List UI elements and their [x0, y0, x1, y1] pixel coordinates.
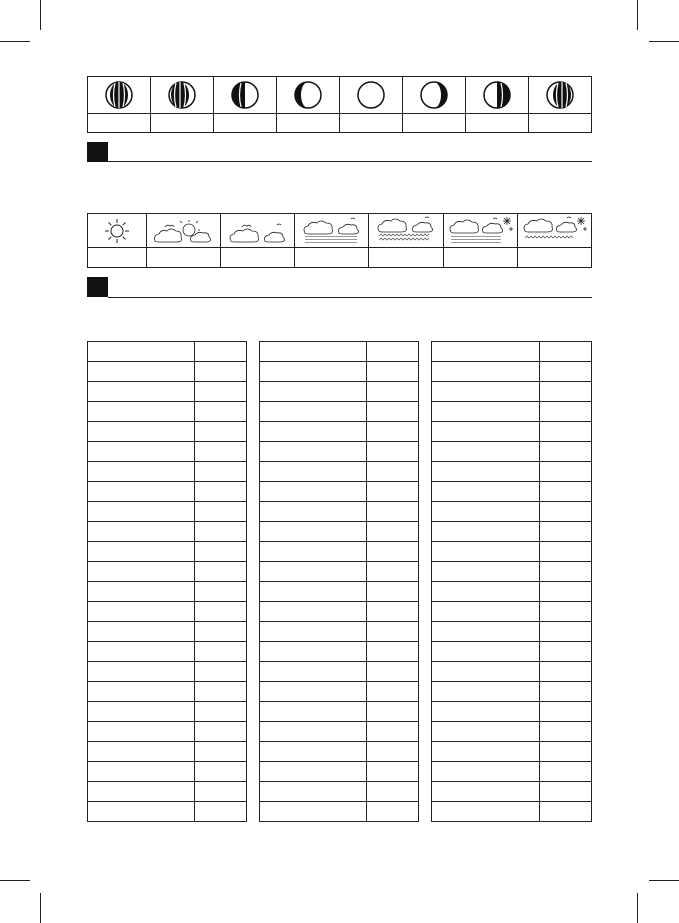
moon-label	[466, 114, 529, 133]
table-row	[260, 522, 419, 542]
city-code-cell	[367, 362, 419, 382]
weather-label	[147, 248, 221, 268]
table-row	[88, 542, 247, 562]
cloudy-rain-icon	[299, 216, 365, 246]
table-row	[432, 642, 592, 662]
table-row	[432, 502, 592, 522]
city-code-cell	[540, 462, 592, 482]
city-code-cell	[367, 482, 419, 502]
city-name-cell	[88, 542, 195, 562]
table-row	[260, 702, 419, 722]
moon-cell	[214, 77, 277, 114]
section-marker	[87, 142, 108, 162]
table-row	[432, 702, 592, 722]
city-code-cell	[367, 602, 419, 622]
table-row	[260, 562, 419, 582]
table-row	[260, 402, 419, 422]
table-row	[432, 602, 592, 622]
city-code-cell	[195, 402, 247, 422]
city-code-cell	[540, 622, 592, 642]
city-name-cell	[260, 642, 367, 662]
city-code-cell	[195, 702, 247, 722]
city-name-cell	[432, 402, 540, 422]
waning-crescent-icon	[545, 80, 575, 110]
city-name-cell	[432, 502, 540, 522]
city-name-cell	[432, 342, 540, 362]
weather-label	[369, 248, 443, 268]
city-name-cell	[432, 662, 540, 682]
city-name-cell	[260, 662, 367, 682]
city-code-cell	[367, 342, 419, 362]
city-code-cell	[540, 782, 592, 802]
table-row	[260, 422, 419, 442]
table-row	[88, 402, 247, 422]
table-row	[432, 622, 592, 642]
city-code-cell	[540, 722, 592, 742]
city-code-cell	[540, 802, 592, 822]
city-name-cell	[88, 642, 195, 662]
city-code-cell	[195, 482, 247, 502]
cloudy-snow-icon	[447, 216, 513, 246]
city-name-cell	[88, 462, 195, 482]
moon-cell	[340, 77, 403, 114]
city-code-cell	[540, 702, 592, 722]
city-name-cell	[260, 502, 367, 522]
city-name-cell	[88, 742, 195, 762]
table-row	[260, 382, 419, 402]
city-code-cell	[367, 542, 419, 562]
moon-label	[88, 114, 151, 133]
city-code-cell	[195, 762, 247, 782]
city-code-cell	[367, 562, 419, 582]
city-name-cell	[432, 802, 540, 822]
city-code-cell	[367, 522, 419, 542]
table-row	[88, 462, 247, 482]
city-code-cell	[367, 402, 419, 422]
table-row	[432, 662, 592, 682]
city-name-cell	[88, 422, 195, 442]
city-code-cell	[540, 602, 592, 622]
moon-cell	[277, 77, 340, 114]
city-code-cell	[195, 522, 247, 542]
city-code-cell	[195, 582, 247, 602]
city-name-cell	[88, 562, 195, 582]
waxing-crescent-icon	[167, 80, 197, 110]
city-code-cell	[195, 682, 247, 702]
city-code-cell	[540, 482, 592, 502]
table-row	[88, 602, 247, 622]
waning-gibbous-icon	[419, 80, 449, 110]
city-code-cell	[195, 342, 247, 362]
table-row	[432, 482, 592, 502]
city-name-cell	[260, 482, 367, 502]
city-code-cell	[195, 722, 247, 742]
weather-label	[517, 248, 591, 268]
table-row	[260, 762, 419, 782]
cloudy-heavy-rain-icon	[373, 216, 439, 246]
moon-label	[529, 114, 592, 133]
city-code-cell	[195, 562, 247, 582]
table-row	[260, 462, 419, 482]
city-code-cell	[367, 462, 419, 482]
city-name-cell	[432, 642, 540, 662]
city-name-cell	[432, 782, 540, 802]
crop-mark	[649, 41, 679, 42]
city-name-cell	[88, 502, 195, 522]
table-row	[432, 522, 592, 542]
table-row	[260, 602, 419, 622]
city-code-cell	[367, 442, 419, 462]
city-code-cell	[195, 742, 247, 762]
city-name-cell	[432, 422, 540, 442]
city-code-cell	[195, 782, 247, 802]
city-code-cell	[540, 762, 592, 782]
city-name-cell	[260, 402, 367, 422]
crop-mark	[637, 0, 638, 30]
city-name-cell	[260, 442, 367, 462]
moon-cell	[88, 77, 151, 114]
table-row	[432, 542, 592, 562]
table-row	[432, 782, 592, 802]
city-code-cell	[195, 662, 247, 682]
city-code-cell	[540, 502, 592, 522]
city-name-cell	[260, 562, 367, 582]
moon-cell	[529, 77, 592, 114]
table-row	[260, 622, 419, 642]
city-name-cell	[260, 802, 367, 822]
table-row	[260, 742, 419, 762]
city-name-cell	[432, 742, 540, 762]
full-moon-icon	[356, 80, 386, 110]
city-code-cell	[195, 422, 247, 442]
table-row	[432, 382, 592, 402]
cloudy-icon	[225, 217, 291, 245]
city-table	[431, 341, 592, 822]
city-name-cell	[432, 582, 540, 602]
table-row	[432, 402, 592, 422]
city-name-cell	[432, 382, 540, 402]
table-row	[432, 442, 592, 462]
crop-mark	[637, 893, 638, 923]
table-row	[260, 542, 419, 562]
city-name-cell	[260, 342, 367, 362]
table-row	[432, 582, 592, 602]
table-row	[432, 722, 592, 742]
city-code-cell	[195, 442, 247, 462]
city-name-cell	[432, 602, 540, 622]
city-name-cell	[432, 462, 540, 482]
partly-cloudy-icon	[151, 217, 217, 245]
city-name-cell	[432, 562, 540, 582]
table-row	[432, 422, 592, 442]
city-name-cell	[88, 362, 195, 382]
city-code-cell	[367, 802, 419, 822]
crop-mark	[0, 41, 30, 42]
city-code-cell	[195, 462, 247, 482]
city-code-cell	[195, 542, 247, 562]
city-table	[87, 341, 247, 822]
city-name-cell	[432, 682, 540, 702]
city-code-cell	[540, 362, 592, 382]
table-row	[88, 482, 247, 502]
weather-cell	[517, 214, 591, 248]
city-code-cell	[540, 582, 592, 602]
cloudy-snow-storm-icon	[521, 216, 587, 246]
city-name-cell	[88, 682, 195, 702]
table-row	[88, 562, 247, 582]
weather-cell	[88, 214, 147, 248]
table-row	[260, 582, 419, 602]
table-row	[88, 342, 247, 362]
table-row	[88, 662, 247, 682]
weather-label	[295, 248, 369, 268]
city-table	[259, 341, 419, 822]
table-row	[432, 462, 592, 482]
weather-label	[221, 248, 295, 268]
table-row	[88, 362, 247, 382]
table-row	[432, 742, 592, 762]
city-code-cell	[367, 782, 419, 802]
section-rule	[108, 297, 592, 298]
table-row	[88, 642, 247, 662]
weather-label	[88, 248, 147, 268]
city-name-cell	[260, 782, 367, 802]
table-row	[88, 502, 247, 522]
weather-cell	[443, 214, 517, 248]
city-name-cell	[88, 782, 195, 802]
city-code-cell	[540, 342, 592, 362]
new-moon-icon	[104, 80, 134, 110]
city-name-cell	[88, 802, 195, 822]
city-name-cell	[260, 542, 367, 562]
table-row	[88, 682, 247, 702]
crop-mark	[40, 893, 41, 923]
city-name-cell	[260, 742, 367, 762]
city-code-cell	[540, 422, 592, 442]
city-code-cell	[367, 662, 419, 682]
city-code-cell	[367, 382, 419, 402]
city-name-cell	[432, 362, 540, 382]
city-name-cell	[260, 362, 367, 382]
sunny-icon	[102, 217, 132, 245]
city-code-cell	[540, 442, 592, 462]
moon-label	[214, 114, 277, 133]
city-name-cell	[260, 462, 367, 482]
city-code-cell	[367, 742, 419, 762]
moon-cell	[403, 77, 466, 114]
table-row	[88, 422, 247, 442]
city-code-cell	[367, 422, 419, 442]
city-code-cell	[540, 522, 592, 542]
city-name-cell	[432, 522, 540, 542]
waxing-gibbous-icon	[293, 80, 323, 110]
city-code-cell	[367, 762, 419, 782]
table-row	[432, 762, 592, 782]
city-code-cell	[540, 742, 592, 762]
city-code-cell	[540, 382, 592, 402]
city-name-cell	[432, 722, 540, 742]
table-row	[260, 682, 419, 702]
city-name-cell	[88, 662, 195, 682]
table-row	[88, 522, 247, 542]
city-code-cell	[540, 682, 592, 702]
weather-cell	[147, 214, 221, 248]
city-code-cell	[367, 722, 419, 742]
city-name-cell	[88, 602, 195, 622]
city-name-cell	[260, 722, 367, 742]
city-code-cell	[367, 622, 419, 642]
city-code-cell	[195, 802, 247, 822]
moon-cell	[151, 77, 214, 114]
city-name-cell	[432, 482, 540, 502]
table-row	[260, 442, 419, 462]
city-name-cell	[88, 382, 195, 402]
city-name-cell	[260, 422, 367, 442]
city-name-cell	[260, 702, 367, 722]
weather-cell	[369, 214, 443, 248]
city-code-cell	[540, 642, 592, 662]
crop-mark	[40, 0, 41, 30]
table-row	[88, 802, 247, 822]
table-row	[88, 382, 247, 402]
weather-forecast-table	[87, 213, 592, 268]
moon-label	[403, 114, 466, 133]
city-code-cell	[540, 662, 592, 682]
city-name-cell	[88, 722, 195, 742]
table-row	[88, 762, 247, 782]
city-name-cell	[88, 622, 195, 642]
city-name-cell	[260, 762, 367, 782]
city-name-cell	[88, 442, 195, 462]
city-code-cell	[195, 362, 247, 382]
city-name-cell	[432, 762, 540, 782]
city-code-cell	[367, 502, 419, 522]
table-row	[88, 702, 247, 722]
weather-label	[443, 248, 517, 268]
table-row	[432, 682, 592, 702]
city-code-cell	[195, 622, 247, 642]
city-name-cell	[88, 482, 195, 502]
table-row	[260, 342, 419, 362]
city-name-cell	[260, 382, 367, 402]
city-name-cell	[88, 402, 195, 422]
city-name-cell	[88, 522, 195, 542]
weather-cell	[295, 214, 369, 248]
moon-label	[277, 114, 340, 133]
city-name-cell	[432, 442, 540, 462]
table-row	[88, 442, 247, 462]
table-row	[88, 782, 247, 802]
city-name-cell	[88, 702, 195, 722]
moon-label	[151, 114, 214, 133]
crop-mark	[649, 880, 679, 881]
city-code-cell	[540, 542, 592, 562]
city-name-cell	[260, 602, 367, 622]
city-code-cell	[540, 562, 592, 582]
city-code-cell	[367, 582, 419, 602]
crop-mark	[0, 880, 30, 881]
city-name-cell	[88, 582, 195, 602]
city-name-cell	[432, 542, 540, 562]
table-row	[260, 642, 419, 662]
table-row	[432, 562, 592, 582]
city-name-cell	[260, 682, 367, 702]
section-marker	[87, 277, 108, 297]
city-code-cell	[195, 642, 247, 662]
city-code-cell	[540, 402, 592, 422]
city-code-cell	[195, 382, 247, 402]
table-row	[88, 722, 247, 742]
table-row	[432, 802, 592, 822]
city-code-cell	[367, 642, 419, 662]
weather-cell	[221, 214, 295, 248]
moon-phase-table	[87, 76, 592, 133]
city-code-cell	[367, 702, 419, 722]
section-rule	[108, 161, 592, 162]
city-name-cell	[432, 622, 540, 642]
last-quarter-icon	[482, 80, 512, 110]
table-row	[260, 362, 419, 382]
table-row	[432, 342, 592, 362]
table-row	[88, 742, 247, 762]
city-name-cell	[88, 762, 195, 782]
table-row	[260, 482, 419, 502]
city-code-cell	[367, 682, 419, 702]
city-name-cell	[88, 342, 195, 362]
moon-cell	[466, 77, 529, 114]
moon-label	[340, 114, 403, 133]
table-row	[260, 782, 419, 802]
table-row	[88, 622, 247, 642]
table-row	[260, 662, 419, 682]
city-name-cell	[260, 522, 367, 542]
city-code-cell	[195, 602, 247, 622]
city-name-cell	[432, 702, 540, 722]
first-quarter-icon	[230, 80, 260, 110]
table-row	[88, 582, 247, 602]
table-row	[260, 722, 419, 742]
table-row	[432, 362, 592, 382]
table-row	[260, 502, 419, 522]
city-name-cell	[260, 582, 367, 602]
city-name-cell	[260, 622, 367, 642]
city-code-cell	[195, 502, 247, 522]
table-row	[260, 802, 419, 822]
